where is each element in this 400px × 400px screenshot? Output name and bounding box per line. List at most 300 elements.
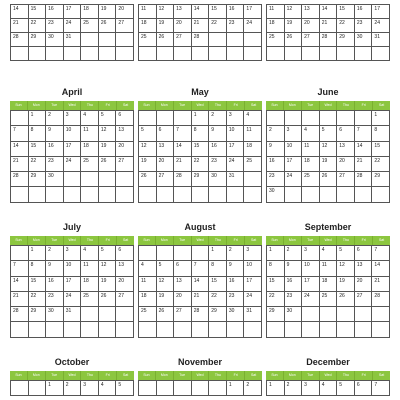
day-cell: 8 [29, 126, 47, 141]
day-cell: 2 [267, 126, 285, 141]
day-cell: 15 [209, 277, 227, 292]
day-cell [285, 47, 303, 61]
weekday-label: Fri [227, 101, 245, 110]
weekday-label: Sat [250, 103, 257, 107]
day-cell: 28 [320, 33, 338, 47]
day-cell: 27 [116, 19, 134, 33]
day-cell: 10 [227, 126, 245, 141]
day-cell: 7 [11, 261, 29, 276]
day-cell: 26 [99, 157, 117, 172]
day-cell: 21 [11, 19, 29, 33]
month-grid [10, 245, 134, 338]
day-cell [302, 307, 320, 322]
day-cell: 29 [29, 33, 47, 47]
day-cell: 28 [355, 172, 373, 187]
weekday-label: Fri [227, 371, 245, 380]
day-cell [29, 322, 47, 337]
weekday-label: Thu [337, 371, 355, 380]
day-cell: 3 [302, 381, 320, 396]
day-cell: 1 [267, 246, 285, 261]
day-cell [81, 172, 99, 187]
weekday-label: Sun [138, 371, 156, 380]
day-cell [29, 47, 47, 61]
day-cell: 18 [139, 19, 157, 33]
day-cell [81, 47, 99, 61]
day-cell: 15 [29, 142, 47, 157]
weekday-label: Sun [10, 101, 28, 110]
weekday-label: Sun [10, 236, 28, 245]
day-cell: 1 [267, 381, 285, 396]
day-cell: 7 [355, 126, 373, 141]
day-cell: 19 [157, 19, 175, 33]
day-cell: 14 [174, 142, 192, 157]
day-cell: 23 [209, 157, 227, 172]
weekday-label: Tue [46, 236, 64, 245]
weekday-header [138, 371, 262, 380]
month-title: August [184, 222, 216, 232]
day-cell [46, 322, 64, 337]
day-cell: 19 [99, 142, 117, 157]
weekday-label: Mon [284, 101, 302, 110]
weekday-label: Fri [227, 236, 245, 245]
weekday-label: Tue [174, 236, 192, 245]
day-cell: 5 [337, 246, 355, 261]
day-cell: 15 [372, 142, 390, 157]
day-cell [337, 187, 355, 202]
day-cell [227, 322, 245, 337]
weekday-label: Thu [81, 371, 99, 380]
day-cell: 26 [337, 292, 355, 307]
day-cell [285, 187, 303, 202]
day-cell: 23 [46, 19, 64, 33]
weekday-label: Fri [99, 236, 117, 245]
day-cell: 7 [174, 126, 192, 141]
weekday-label: Wed [64, 236, 82, 245]
day-cell [227, 33, 245, 47]
day-cell: 20 [337, 157, 355, 172]
day-cell [157, 322, 175, 337]
day-cell: 14 [372, 261, 390, 276]
day-cell [139, 246, 157, 261]
day-cell [302, 322, 320, 337]
day-cell: 26 [139, 172, 157, 187]
day-cell [209, 47, 227, 61]
weekday-label: Fri [99, 101, 117, 110]
day-cell: 2 [46, 111, 64, 126]
day-cell [320, 322, 338, 337]
weekday-label: Sun [138, 101, 156, 110]
day-cell: 2 [285, 381, 303, 396]
day-cell: 18 [302, 157, 320, 172]
day-cell: 5 [99, 111, 117, 126]
day-cell [244, 47, 262, 61]
day-cell: 13 [302, 5, 320, 19]
day-cell: 5 [116, 381, 134, 396]
day-cell [139, 47, 157, 61]
weekday-label: Wed [192, 371, 210, 380]
day-cell [372, 187, 390, 202]
weekday-header [266, 371, 390, 380]
month-grid [10, 110, 134, 203]
day-cell: 21 [320, 19, 338, 33]
day-cell: 13 [116, 261, 134, 276]
day-cell: 14 [355, 142, 373, 157]
day-cell: 23 [355, 19, 373, 33]
day-cell: 31 [227, 172, 245, 187]
day-cell: 29 [267, 307, 285, 322]
day-cell: 25 [139, 307, 157, 322]
month-title: June [317, 87, 339, 97]
day-cell: 26 [99, 292, 117, 307]
day-cell: 22 [29, 157, 47, 172]
day-cell: 13 [157, 142, 175, 157]
day-cell: 1 [46, 381, 64, 396]
day-cell [244, 187, 262, 202]
day-cell [320, 111, 338, 126]
day-cell [192, 47, 210, 61]
day-cell: 5 [337, 381, 355, 396]
day-cell: 7 [11, 126, 29, 141]
weekday-header [266, 101, 390, 110]
day-cell [174, 187, 192, 202]
day-cell: 12 [337, 261, 355, 276]
day-cell: 27 [116, 292, 134, 307]
day-cell: 4 [81, 111, 99, 126]
weekday-label: Mon [284, 236, 302, 245]
day-cell: 31 [64, 33, 82, 47]
day-cell: 14 [11, 142, 29, 157]
weekday-label: Sun [266, 371, 284, 380]
day-cell: 15 [29, 277, 47, 292]
day-cell: 2 [285, 246, 303, 261]
month-grid [138, 245, 262, 338]
day-cell [372, 322, 390, 337]
day-cell: 18 [267, 19, 285, 33]
day-cell: 10 [285, 142, 303, 157]
day-cell [157, 111, 175, 126]
day-cell: 16 [46, 5, 64, 19]
day-cell: 13 [174, 5, 192, 19]
day-cell: 10 [302, 261, 320, 276]
weekday-label: Mon [156, 371, 174, 380]
weekday-header [10, 236, 134, 245]
day-cell: 4 [320, 381, 338, 396]
weekday-label: Mon [28, 236, 46, 245]
weekday-label: Tue [302, 371, 320, 380]
day-cell [116, 187, 134, 202]
day-cell: 29 [29, 307, 47, 322]
weekday-label: Mon [284, 371, 302, 380]
day-cell: 5 [139, 126, 157, 141]
day-cell: 20 [302, 19, 320, 33]
day-cell [139, 111, 157, 126]
day-cell [355, 111, 373, 126]
day-cell: 6 [355, 246, 373, 261]
day-cell [99, 33, 117, 47]
day-cell [244, 322, 262, 337]
day-cell: 15 [29, 5, 47, 19]
weekday-label: Fri [355, 101, 373, 110]
weekday-label: Tue [174, 371, 192, 380]
day-cell: 29 [29, 172, 47, 187]
weekday-header [10, 101, 134, 110]
day-cell [337, 111, 355, 126]
day-cell [174, 246, 192, 261]
day-cell [29, 381, 47, 396]
day-cell: 10 [64, 126, 82, 141]
day-cell: 3 [244, 246, 262, 261]
day-cell: 24 [302, 292, 320, 307]
weekday-label: Sun [266, 101, 284, 110]
day-cell [157, 187, 175, 202]
month-grid [266, 4, 390, 61]
day-cell [46, 187, 64, 202]
weekday-label: Thu [81, 101, 99, 110]
day-cell [192, 322, 210, 337]
day-cell: 14 [11, 5, 29, 19]
day-cell: 2 [227, 246, 245, 261]
day-cell [244, 172, 262, 187]
day-cell: 5 [99, 246, 117, 261]
day-cell [11, 111, 29, 126]
day-cell: 11 [267, 5, 285, 19]
day-cell: 30 [209, 172, 227, 187]
day-cell: 18 [81, 277, 99, 292]
weekday-label: Wed [320, 371, 338, 380]
day-cell: 11 [320, 261, 338, 276]
day-cell: 22 [209, 292, 227, 307]
day-cell: 17 [64, 5, 82, 19]
day-cell: 29 [337, 33, 355, 47]
day-cell: 17 [64, 277, 82, 292]
day-cell [302, 187, 320, 202]
day-cell [320, 187, 338, 202]
month-grid [138, 4, 262, 61]
day-cell: 26 [99, 19, 117, 33]
weekday-label: Mon [156, 236, 174, 245]
day-cell: 27 [116, 157, 134, 172]
day-cell: 31 [244, 307, 262, 322]
day-cell: 13 [355, 261, 373, 276]
day-cell: 24 [64, 19, 82, 33]
month-title: November [177, 357, 222, 367]
day-cell [29, 187, 47, 202]
day-cell: 17 [372, 5, 390, 19]
day-cell [285, 322, 303, 337]
day-cell: 30 [355, 33, 373, 47]
month-title: September [304, 222, 352, 232]
day-cell [174, 111, 192, 126]
day-cell: 21 [355, 157, 373, 172]
day-cell [192, 381, 210, 396]
weekday-label: Tue [174, 101, 192, 110]
day-cell: 21 [372, 277, 390, 292]
day-cell: 10 [244, 261, 262, 276]
day-cell: 13 [337, 142, 355, 157]
day-cell: 31 [64, 307, 82, 322]
weekday-header [138, 101, 262, 110]
day-cell: 17 [64, 142, 82, 157]
day-cell: 28 [11, 172, 29, 187]
day-cell: 11 [81, 126, 99, 141]
day-cell [337, 307, 355, 322]
day-cell: 13 [116, 126, 134, 141]
day-cell: 2 [64, 381, 82, 396]
weekday-label: Wed [320, 101, 338, 110]
weekday-label: Thu [209, 371, 227, 380]
day-cell [209, 33, 227, 47]
weekday-label: Sat [250, 238, 257, 242]
day-cell [139, 381, 157, 396]
day-cell: 12 [99, 261, 117, 276]
day-cell: 28 [11, 307, 29, 322]
weekday-label: Wed [192, 101, 210, 110]
month-title: April [61, 87, 83, 97]
day-cell: 25 [81, 19, 99, 33]
day-cell [302, 47, 320, 61]
day-cell: 2 [46, 246, 64, 261]
day-cell: 9 [209, 126, 227, 141]
day-cell: 25 [139, 33, 157, 47]
day-cell: 28 [192, 307, 210, 322]
day-cell: 4 [81, 246, 99, 261]
day-cell: 12 [157, 5, 175, 19]
day-cell [81, 307, 99, 322]
day-cell [116, 322, 134, 337]
day-cell: 28 [192, 33, 210, 47]
day-cell: 14 [192, 277, 210, 292]
day-cell: 4 [320, 246, 338, 261]
day-cell [355, 47, 373, 61]
day-cell: 26 [320, 172, 338, 187]
day-cell [337, 322, 355, 337]
day-cell: 22 [29, 19, 47, 33]
month-grid [138, 110, 262, 203]
day-cell: 24 [64, 292, 82, 307]
day-cell: 31 [372, 33, 390, 47]
day-cell: 24 [244, 292, 262, 307]
day-cell: 24 [285, 172, 303, 187]
day-cell [116, 47, 134, 61]
day-cell: 23 [46, 292, 64, 307]
day-cell: 14 [11, 277, 29, 292]
day-cell [355, 307, 373, 322]
day-cell: 12 [157, 277, 175, 292]
day-cell: 25 [81, 292, 99, 307]
day-cell: 7 [192, 261, 210, 276]
month-grid [266, 110, 390, 203]
day-cell [244, 33, 262, 47]
day-cell: 30 [227, 307, 245, 322]
day-cell: 11 [139, 277, 157, 292]
weekday-label: Sat [378, 238, 385, 242]
day-cell: 19 [99, 277, 117, 292]
day-cell: 2 [209, 111, 227, 126]
weekday-label: Sat [378, 103, 385, 107]
day-cell: 16 [46, 277, 64, 292]
weekday-label: Tue [46, 371, 64, 380]
weekday-label: Sun [138, 236, 156, 245]
day-cell: 20 [174, 292, 192, 307]
day-cell: 9 [46, 261, 64, 276]
day-cell [81, 322, 99, 337]
weekday-label: Wed [192, 236, 210, 245]
weekday-label: Thu [337, 101, 355, 110]
day-cell: 28 [174, 172, 192, 187]
day-cell: 23 [227, 19, 245, 33]
day-cell [46, 47, 64, 61]
day-cell: 26 [157, 33, 175, 47]
weekday-label: Sat [122, 373, 129, 377]
weekday-label: Mon [156, 101, 174, 110]
day-cell: 23 [267, 172, 285, 187]
weekday-label: Thu [81, 236, 99, 245]
day-cell: 6 [116, 246, 134, 261]
day-cell: 9 [227, 261, 245, 276]
day-cell [372, 307, 390, 322]
day-cell: 25 [320, 292, 338, 307]
day-cell: 7 [372, 381, 390, 396]
day-cell: 12 [285, 5, 303, 19]
day-cell: 22 [209, 19, 227, 33]
day-cell [209, 381, 227, 396]
day-cell: 8 [209, 261, 227, 276]
day-cell: 29 [192, 172, 210, 187]
day-cell: 20 [174, 19, 192, 33]
day-cell [302, 111, 320, 126]
day-cell: 19 [285, 19, 303, 33]
day-cell: 1 [29, 111, 47, 126]
day-cell: 3 [302, 246, 320, 261]
day-cell: 15 [192, 142, 210, 157]
day-cell: 3 [64, 111, 82, 126]
day-cell [174, 381, 192, 396]
weekday-label: Fri [99, 371, 117, 380]
day-cell: 27 [174, 33, 192, 47]
weekday-label: Sat [122, 238, 129, 242]
day-cell [267, 111, 285, 126]
month-grid [266, 245, 390, 338]
day-cell: 19 [320, 157, 338, 172]
weekday-label: Wed [64, 101, 82, 110]
day-cell: 11 [244, 126, 262, 141]
month-title: December [306, 357, 350, 367]
month-title: July [62, 222, 81, 232]
month-title: October [54, 357, 90, 367]
day-cell [116, 172, 134, 187]
day-cell [139, 187, 157, 202]
day-cell: 6 [337, 126, 355, 141]
day-cell: 27 [157, 172, 175, 187]
day-cell [11, 246, 29, 261]
day-cell: 8 [192, 126, 210, 141]
day-cell: 25 [81, 157, 99, 172]
day-cell: 5 [320, 126, 338, 141]
day-cell: 16 [285, 277, 303, 292]
day-cell [81, 187, 99, 202]
day-cell: 12 [320, 142, 338, 157]
weekday-label: Fri [355, 236, 373, 245]
day-cell: 16 [209, 142, 227, 157]
weekday-label: Wed [64, 371, 82, 380]
day-cell: 19 [337, 277, 355, 292]
day-cell: 16 [355, 5, 373, 19]
day-cell: 17 [227, 142, 245, 157]
day-cell: 29 [209, 307, 227, 322]
day-cell: 30 [46, 33, 64, 47]
day-cell: 15 [337, 5, 355, 19]
day-cell: 6 [157, 126, 175, 141]
